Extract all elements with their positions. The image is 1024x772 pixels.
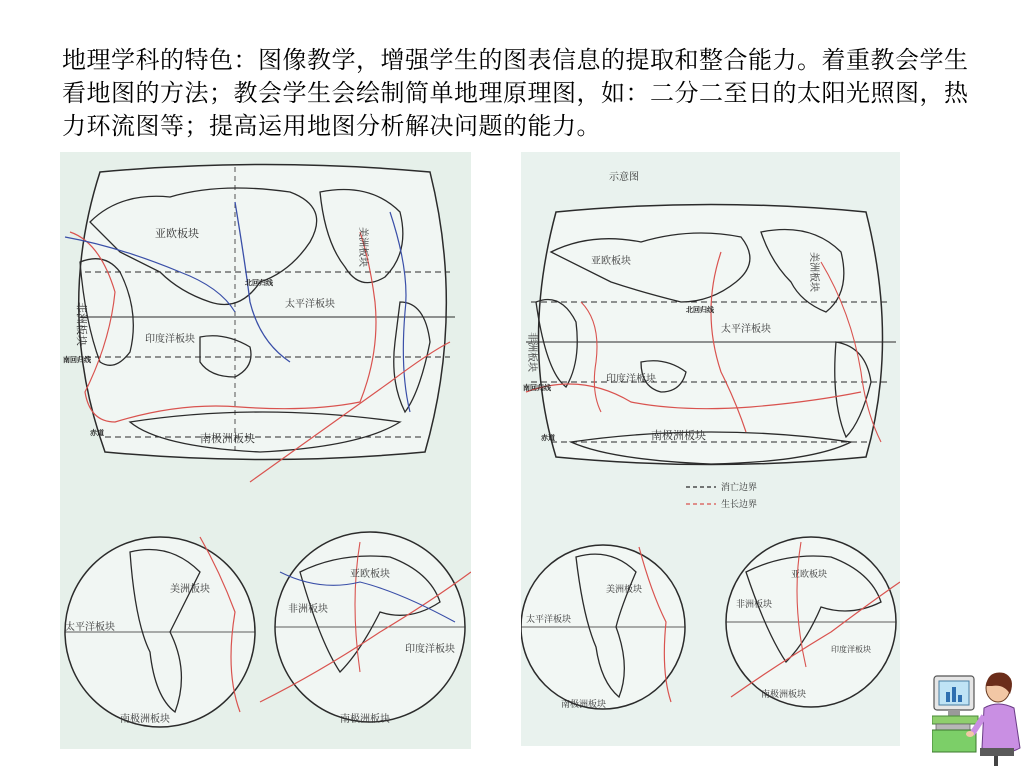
computer-user-clipart — [932, 668, 1024, 768]
right-west-hemisphere — [521, 545, 685, 710]
right-top-note: 示意图 — [609, 172, 639, 183]
right-label-pacific: 太平洋板块 — [721, 324, 771, 335]
left-west-hemisphere — [65, 537, 255, 727]
right-west-label-antarctic: 南极洲板块 — [561, 700, 607, 710]
right-label-eurasia: 亚欧板块 — [591, 256, 631, 267]
right-label-equator: 赤道 — [541, 434, 555, 442]
right-world-map — [523, 205, 896, 465]
label-africa: 非洲板块 — [75, 302, 88, 346]
label-antarctic: 南极洲板块 — [200, 432, 255, 445]
west-label-pacific: 太平洋板块 — [65, 622, 115, 633]
label-indian: 印度洋板块 — [145, 334, 195, 345]
right-west-label-america: 美洲板块 — [606, 585, 643, 595]
legend-item-1: 消亡边界 — [721, 483, 758, 493]
right-label-indian: 印度洋板块 — [606, 374, 656, 385]
right-west-label-pacific: 太平洋板块 — [526, 615, 572, 625]
label-pacific: 太平洋板块 — [285, 299, 335, 310]
east-label-indian: 印度洋板块 — [405, 644, 455, 655]
right-east-label-africa: 非洲板块 — [736, 600, 773, 610]
label-america: 美洲板块 — [357, 227, 368, 267]
label-equator: 赤道 — [90, 429, 104, 437]
label-eurasia: 亚欧板块 — [155, 227, 199, 240]
right-east-label-antarctic: 南极洲板块 — [761, 690, 807, 700]
right-label-africa: 非洲板块 — [526, 332, 537, 372]
label-tropic-north: 北回归线 — [245, 279, 273, 287]
west-label-antarctic: 南极洲板块 — [120, 714, 170, 725]
slide-paragraph: 地理学科的特色：图像教学，增强学生的图表信息的提取和整合能力。着重教会学生看地图的方法；教会学生会绘制简单地理原理图，如：二分二至日的太阳光照图，热力环流图等；提高运用地图分析解决问题的能力。 — [62, 46, 969, 140]
right-map-photo — [521, 152, 900, 746]
left-world-map — [63, 165, 455, 483]
right-label-tropic-north: 北回归线 — [686, 306, 714, 314]
right-label-tropic-south: 南回归线 — [523, 384, 551, 392]
east-label-eurasia: 亚欧板块 — [350, 569, 390, 580]
west-label-america: 美洲板块 — [170, 584, 210, 595]
right-east-label-indian: 印度洋板块 — [831, 645, 871, 654]
east-label-africa: 非洲板块 — [288, 604, 328, 615]
left-map-photo — [60, 152, 471, 749]
right-label-america: 美洲板块 — [808, 252, 819, 292]
right-label-antarctic: 南极洲板块 — [651, 429, 706, 442]
label-tropic-south: 南回归线 — [63, 356, 91, 364]
right-east-label-eurasia: 亚欧板块 — [791, 570, 828, 580]
legend-item-2: 生长边界 — [721, 500, 758, 510]
east-label-antarctic: 南极洲板块 — [340, 714, 390, 725]
